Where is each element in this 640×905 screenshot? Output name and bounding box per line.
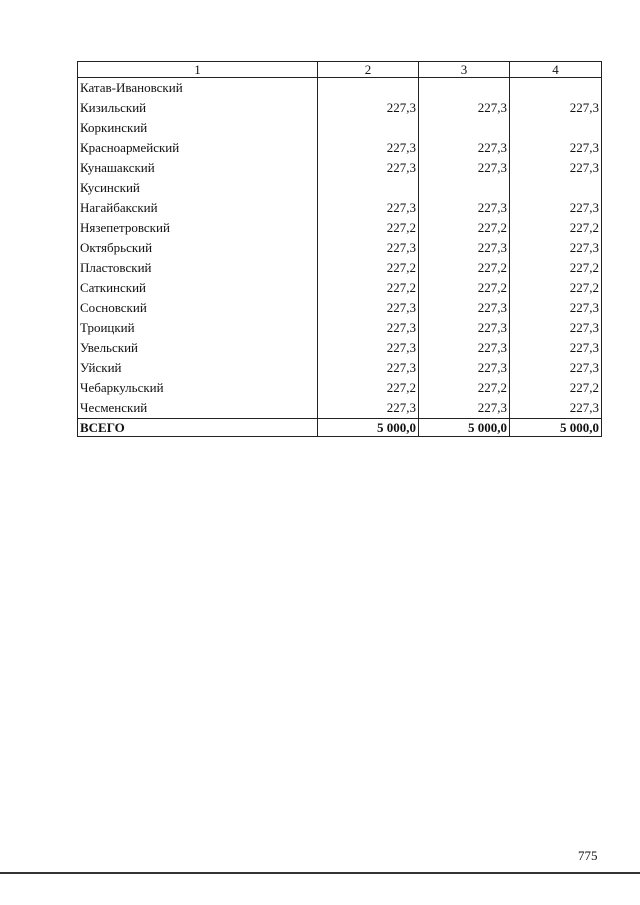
district-name-cell: Троицкий (78, 318, 318, 338)
allocation-table (77, 61, 602, 437)
table-row (78, 218, 602, 238)
total-label-cell: ВСЕГО (78, 419, 318, 437)
value-col-2-cell (318, 178, 419, 198)
table-body (78, 78, 602, 437)
value-col-4-cell: 227,3 (510, 198, 602, 218)
value-col-4-cell: 227,3 (510, 398, 602, 419)
district-name-cell: Нязепетровский (78, 218, 318, 238)
table-row (78, 98, 602, 118)
value-col-3-cell: 227,3 (419, 138, 510, 158)
table-row (78, 238, 602, 258)
table-row (78, 158, 602, 178)
district-name-cell: Чебаркульский (78, 378, 318, 398)
value-col-3-cell: 227,2 (419, 278, 510, 298)
district-name-cell: Сосновский (78, 298, 318, 318)
district-name-cell: Кусинский (78, 178, 318, 198)
district-name-cell: Коркинский (78, 118, 318, 138)
district-name-cell: Кунашакский (78, 158, 318, 178)
table-row (78, 358, 602, 378)
value-col-2-cell: 227,3 (318, 198, 419, 218)
value-col-4-cell: 227,3 (510, 98, 602, 118)
value-col-3-cell: 227,3 (419, 358, 510, 378)
value-col-2-cell: 227,3 (318, 398, 419, 419)
table-row (78, 78, 602, 99)
value-col-2-cell: 227,3 (318, 158, 419, 178)
total-col-3-cell: 5 000,0 (419, 419, 510, 437)
value-col-4-cell: 227,3 (510, 318, 602, 338)
value-col-3-cell: 227,3 (419, 238, 510, 258)
value-col-3-cell: 227,2 (419, 378, 510, 398)
table-row (78, 378, 602, 398)
district-name-cell: Увельский (78, 338, 318, 358)
value-col-4-cell: 227,3 (510, 138, 602, 158)
value-col-2-cell: 227,2 (318, 378, 419, 398)
value-col-2-cell (318, 78, 419, 99)
value-col-3-cell: 227,3 (419, 198, 510, 218)
district-name-cell: Саткинский (78, 278, 318, 298)
value-col-3-cell: 227,3 (419, 298, 510, 318)
value-col-3-cell (419, 78, 510, 99)
value-col-2-cell: 227,3 (318, 238, 419, 258)
value-col-4-cell: 227,3 (510, 338, 602, 358)
header-col-4: 4 (510, 62, 602, 78)
value-col-2-cell: 227,3 (318, 98, 419, 118)
total-row (78, 419, 602, 437)
page-number: 775 (578, 848, 598, 863)
table-row (78, 138, 602, 158)
total-col-2-cell: 5 000,0 (318, 419, 419, 437)
value-col-3-cell (419, 118, 510, 138)
table-row (78, 258, 602, 278)
value-col-2-cell: 227,2 (318, 278, 419, 298)
value-col-2-cell: 227,2 (318, 258, 419, 278)
table-row (78, 338, 602, 358)
value-col-3-cell: 227,3 (419, 158, 510, 178)
value-col-3-cell: 227,3 (419, 398, 510, 419)
value-col-4-cell (510, 118, 602, 138)
value-col-4-cell: 227,3 (510, 298, 602, 318)
header-col-1: 1 (78, 62, 318, 78)
table-row (78, 278, 602, 298)
footer-divider (0, 872, 640, 874)
district-name-cell: Красноармейский (78, 138, 318, 158)
value-col-3-cell (419, 178, 510, 198)
value-col-4-cell: 227,3 (510, 238, 602, 258)
district-name-cell: Кизильский (78, 98, 318, 118)
table-row (78, 178, 602, 198)
table-row (78, 318, 602, 338)
value-col-2-cell (318, 118, 419, 138)
value-col-2-cell: 227,3 (318, 318, 419, 338)
value-col-4-cell: 227,2 (510, 258, 602, 278)
value-col-4-cell: 227,2 (510, 218, 602, 238)
value-col-4-cell: 227,3 (510, 158, 602, 178)
value-col-4-cell (510, 178, 602, 198)
header-col-2: 2 (318, 62, 419, 78)
table-row (78, 398, 602, 419)
district-name-cell: Пластовский (78, 258, 318, 278)
value-col-2-cell: 227,3 (318, 298, 419, 318)
table-row (78, 198, 602, 218)
value-col-3-cell: 227,2 (419, 258, 510, 278)
value-col-2-cell: 227,3 (318, 358, 419, 378)
table-row (78, 298, 602, 318)
value-col-2-cell: 227,3 (318, 138, 419, 158)
value-col-3-cell: 227,2 (419, 218, 510, 238)
value-col-3-cell: 227,3 (419, 318, 510, 338)
value-col-3-cell: 227,3 (419, 98, 510, 118)
table-header (78, 62, 602, 78)
value-col-2-cell: 227,3 (318, 338, 419, 358)
value-col-3-cell: 227,3 (419, 338, 510, 358)
total-col-4-cell: 5 000,0 (510, 419, 602, 437)
district-name-cell: Уйский (78, 358, 318, 378)
district-name-cell: Октябрьский (78, 238, 318, 258)
district-name-cell: Катав-Ивановский (78, 78, 318, 99)
district-name-cell: Чесменский (78, 398, 318, 419)
value-col-4-cell: 227,2 (510, 278, 602, 298)
table-row (78, 118, 602, 138)
district-name-cell: Нагайбакский (78, 198, 318, 218)
value-col-4-cell (510, 78, 602, 99)
header-col-3: 3 (419, 62, 510, 78)
value-col-2-cell: 227,2 (318, 218, 419, 238)
header-row (78, 62, 602, 78)
value-col-4-cell: 227,2 (510, 378, 602, 398)
value-col-4-cell: 227,3 (510, 358, 602, 378)
